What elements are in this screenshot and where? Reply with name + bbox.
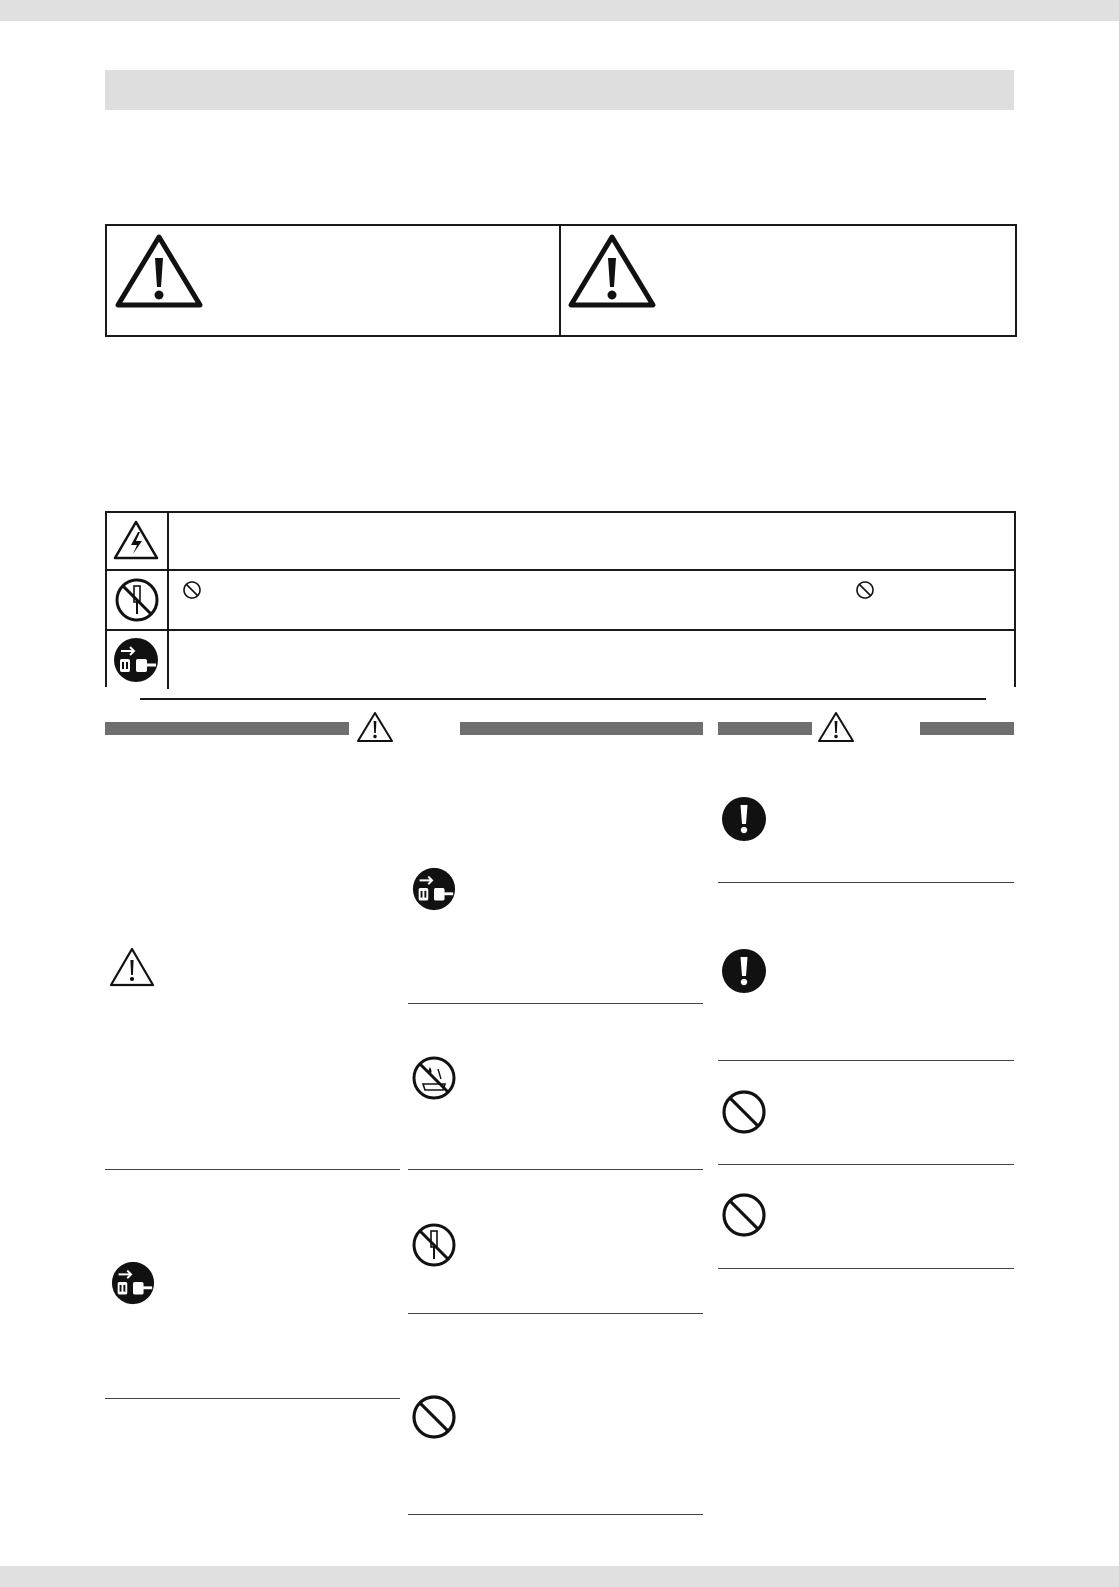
symbol-legend-table — [105, 511, 1016, 687]
item-divider — [408, 1169, 703, 1170]
item-divider — [718, 882, 1014, 883]
unplug-power-cord-icon — [112, 636, 160, 684]
page-top-band — [0, 0, 1119, 21]
prohibition-icon — [721, 1089, 767, 1135]
legend-underline — [140, 698, 986, 700]
signal-word-table — [105, 224, 1017, 337]
item-divider — [105, 1169, 400, 1170]
caution-triangle-icon — [567, 232, 657, 310]
item-divider — [408, 1514, 703, 1515]
warning-triangle-icon — [108, 946, 156, 988]
warning-section-triangle-icon — [355, 710, 395, 744]
page-bottom-band — [0, 1566, 1119, 1587]
warning-section-header-bar — [105, 722, 349, 735]
item-divider — [408, 1313, 703, 1314]
prohibition-icon — [721, 1192, 767, 1238]
inline-prohibition-icon — [855, 580, 875, 600]
do-not-disassemble-icon — [114, 577, 160, 623]
item-divider — [718, 1164, 1014, 1165]
no-water-contact-icon — [411, 1055, 457, 1101]
legend-row-divider — [105, 629, 1016, 631]
inline-prohibition-icon — [182, 580, 202, 600]
caution-section-header-bar — [718, 722, 812, 735]
item-divider — [718, 1268, 1014, 1269]
warning-triangle-icon — [114, 232, 204, 310]
item-divider — [105, 1398, 400, 1399]
page-title-bar — [105, 70, 1014, 110]
unplug-power-cord-icon — [411, 866, 457, 912]
prohibition-icon — [411, 1394, 457, 1440]
legend-row-divider — [105, 569, 1016, 571]
mandatory-action-icon — [721, 796, 767, 842]
warning-section-header-bar-right — [460, 722, 703, 735]
legend-icon-column-divider — [167, 511, 169, 689]
unplug-power-cord-icon — [110, 1260, 156, 1306]
mandatory-action-icon — [721, 948, 767, 994]
electric-shock-warning-icon — [112, 519, 160, 561]
caution-section-header-bar-right — [920, 722, 1014, 735]
do-not-disassemble-icon — [411, 1222, 457, 1268]
item-divider — [718, 1060, 1014, 1061]
caution-section-triangle-icon — [816, 710, 856, 744]
item-divider — [408, 1003, 703, 1004]
signal-word-divider — [559, 224, 561, 337]
